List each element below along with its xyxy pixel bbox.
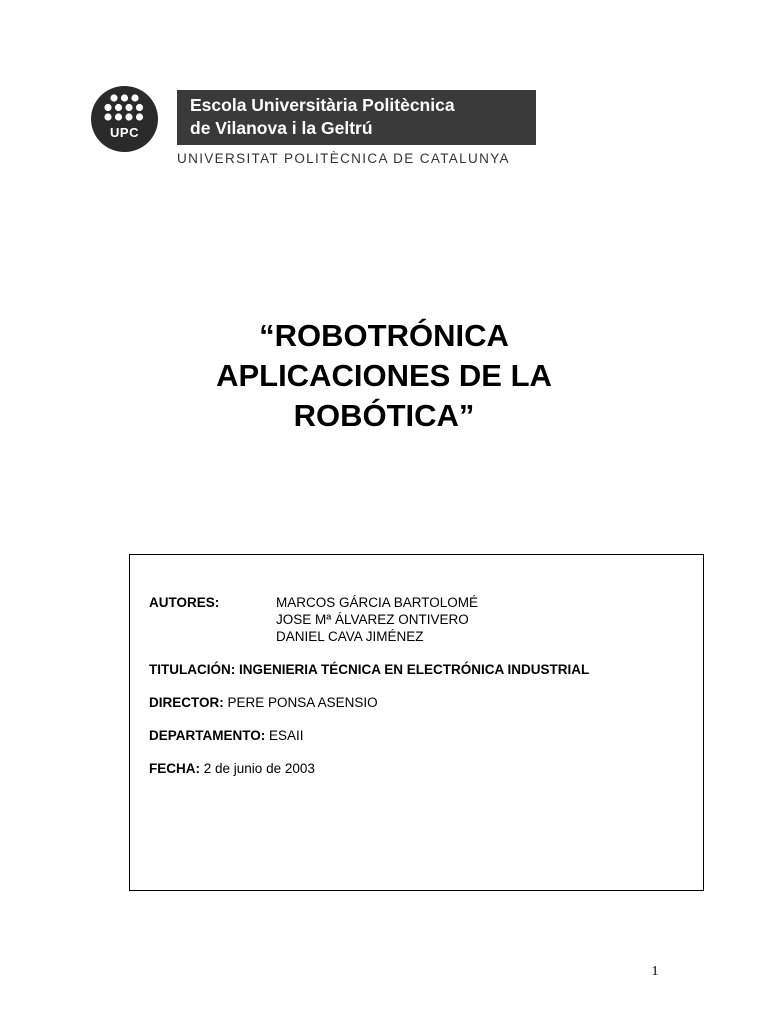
authors-label: AUTORES: <box>149 595 220 610</box>
school-name-line-1: Escola Universitària Politècnica <box>190 95 455 115</box>
logo-upc-text: UPC <box>110 125 139 140</box>
departamento-label: DEPARTAMENTO: <box>149 728 266 743</box>
titulacion-label: TITULACIÓN: <box>149 662 236 677</box>
authors-list <box>276 594 478 645</box>
titulacion-value: INGENIERIA TÉCNICA EN ELECTRÓNICA INDUSTRIAL <box>239 662 590 677</box>
author-name: DANIEL CAVA JIMÉNEZ <box>276 629 424 644</box>
project-info-content <box>149 594 689 777</box>
upc-logo-dots-icon <box>91 86 158 152</box>
titulacion-row <box>149 661 689 678</box>
fecha-row <box>149 760 689 777</box>
author-name: MARCOS GÁRCIA BARTOLOMÉ <box>276 595 479 610</box>
upc-logo <box>91 86 158 152</box>
title-line-3: ROBÓTICA” <box>293 398 475 433</box>
director-row <box>149 694 689 711</box>
director-label: DIRECTOR: <box>149 695 224 710</box>
authors-row <box>149 594 689 645</box>
author-name: JOSE Mª ÁLVAREZ ONTIVERO <box>276 612 469 627</box>
departamento-row <box>149 727 689 744</box>
school-name-line-2: de Vilanova i la Geltrú <box>190 118 373 138</box>
document-title <box>84 316 684 436</box>
university-name: UNIVERSITAT POLITÈCNICA DE CATALUNYA <box>177 151 510 166</box>
director-value: PERE PONSA ASENSIO <box>227 695 378 710</box>
title-line-2: APLICACIONES DE LA <box>216 358 552 393</box>
title-line-1: “ROBOTRÓNICA <box>259 318 509 353</box>
school-name-box <box>177 90 536 145</box>
departamento-value: ESAII <box>269 728 304 743</box>
project-info-box <box>129 554 704 891</box>
fecha-label: FECHA: <box>149 761 200 776</box>
page-number: 1 <box>651 964 659 979</box>
fecha-value: 2 de junio de 2003 <box>203 761 315 776</box>
